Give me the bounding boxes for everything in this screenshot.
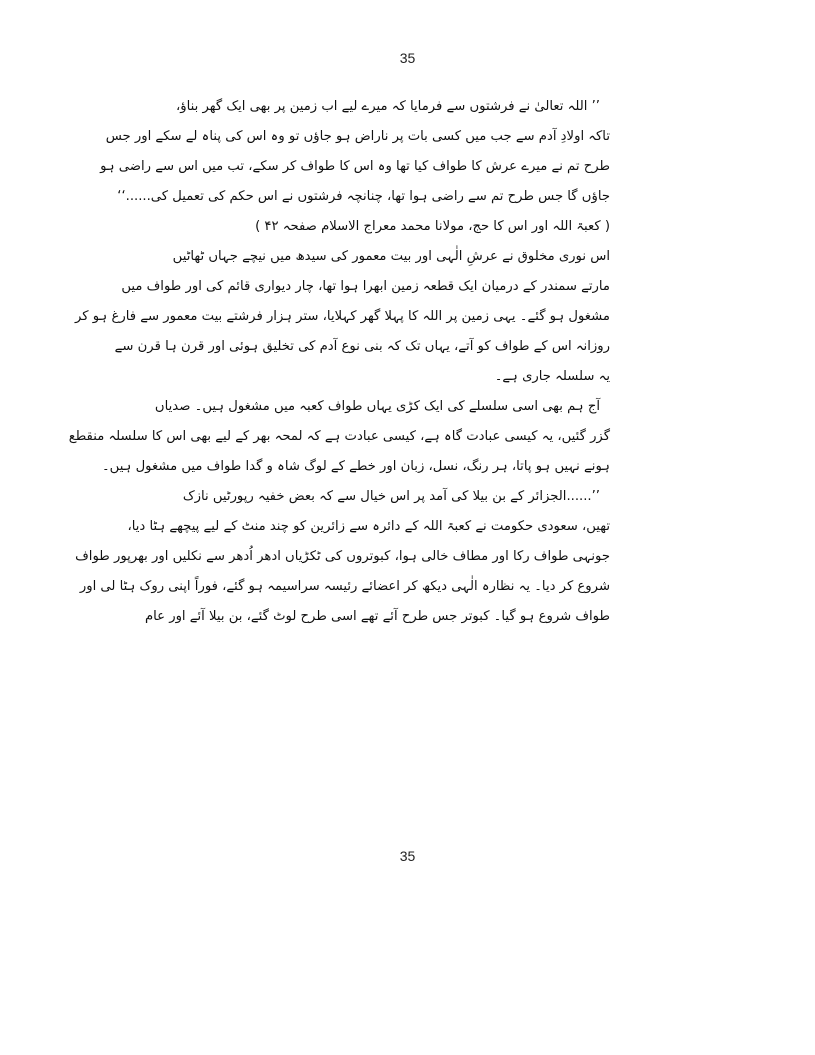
paragraph: [100, 92, 610, 242]
page-number-bottom: 35: [399, 848, 416, 864]
text-line: طرح تم نے میرے عرش کا طواف کیا تھا وہ اس کا طواف کر سکے، تب میں اس سے راضی ہو: [100, 159, 610, 174]
text-line: طواف شروع ہو گیا۔ کبوتر جس طرح آئے تھے اسی طرح لوٹ گئے، بن بیلا آئے اور عام: [144, 609, 610, 624]
text-line: مشغول ہو گئے۔ یہی زمین پر اللہ کا پہلا گھر کہلایا، ستر ہزار فرشتے بیت معمور سے فارغ ہو کر: [75, 309, 610, 324]
text-line: ہونے نہیں ہو پاتا، ہر رنگ، نسل، زبان اور خطے کے لوگ شاہ و گدا طواف میں مشغول ہیں۔: [101, 459, 610, 474]
text-line: ’’ اللہ تعالیٰ نے فرشتوں سے فرمایا کہ میرے لیے اب زمین پر بھی ایک گھر بناؤ،: [176, 99, 600, 114]
text-line: روزانہ اس کے طواف کو آتے، یہاں تک کہ بنی نوع آدم کی تخلیق ہوئی اور قرن ہا قرن سے: [114, 339, 610, 354]
urdu-text-body: [68, 92, 610, 632]
text-line: جونہی طواف رکا اور مطاف خالی ہوا، کبوتروں کی ٹکڑیاں ادھر اُدھر سے نکلیں اور بھرپور طواف: [75, 549, 610, 564]
text-line: ’’......الجزائر کے بن بیلا کی آمد پر اس خیال سے کہ بعض خفیہ رپورٹیں نازک: [182, 489, 600, 504]
text-line: یہ سلسلہ جاری ہے۔: [494, 369, 610, 384]
paragraph: [75, 482, 610, 632]
text-line: تھیں، سعودی حکومت نے کعبۃ اللہ کے دائرہ سے زائرین کو چند منٹ کے لیے پیچھے ہٹا دیا،: [127, 519, 610, 534]
text-line: آج ہم بھی اسی سلسلے کی ایک کڑی یہاں طواف کعبہ میں مشغول ہیں۔ صدیاں: [154, 399, 600, 414]
page-number-top: 35: [399, 50, 416, 66]
text-line: جاؤں گا جس طرح تم سے راضی ہوا تھا، چنانچہ فرشتوں نے اس حکم کی تعمیل کی......‘‘: [117, 189, 610, 204]
citation-line: ( کعبۃ اللہ اور اس کا حج، مولانا محمد معراج الاسلام صفحہ ۴۲ ): [255, 219, 610, 234]
paragraph: [75, 242, 610, 392]
text-line: مارتے سمندر کے درمیان ایک قطعہ زمین ابھرا ہوا تھا، چار دیواری قائم کی اور طواف میں: [121, 279, 610, 294]
paragraph: [68, 392, 610, 482]
text-line: تاکہ اولادِ آدم سے جب میں کسی بات پر ناراض ہو جاؤں تو وہ اس کی پناہ لے سکے اور جس: [105, 129, 610, 144]
text-line: شروع کر دیا۔ یہ نظارہ الٰہی دیکھ کر اعضائے رئیسہ سراسیمہ ہو گئے، فوراً اپنی روک ہٹا لی اور: [79, 579, 610, 594]
text-line: گزر گئیں، یہ کیسی عبادت گاہ ہے، کیسی عبادت ہے کہ لمحہ بھر کے لیے بھی اس کا سلسلہ منقطع: [68, 429, 610, 444]
text-line: اس نوری مخلوق نے عرشِ الٰہی اور بیت معمور کی سیدھ میں نیچے جہاں ٹھاٹیں: [172, 249, 610, 264]
